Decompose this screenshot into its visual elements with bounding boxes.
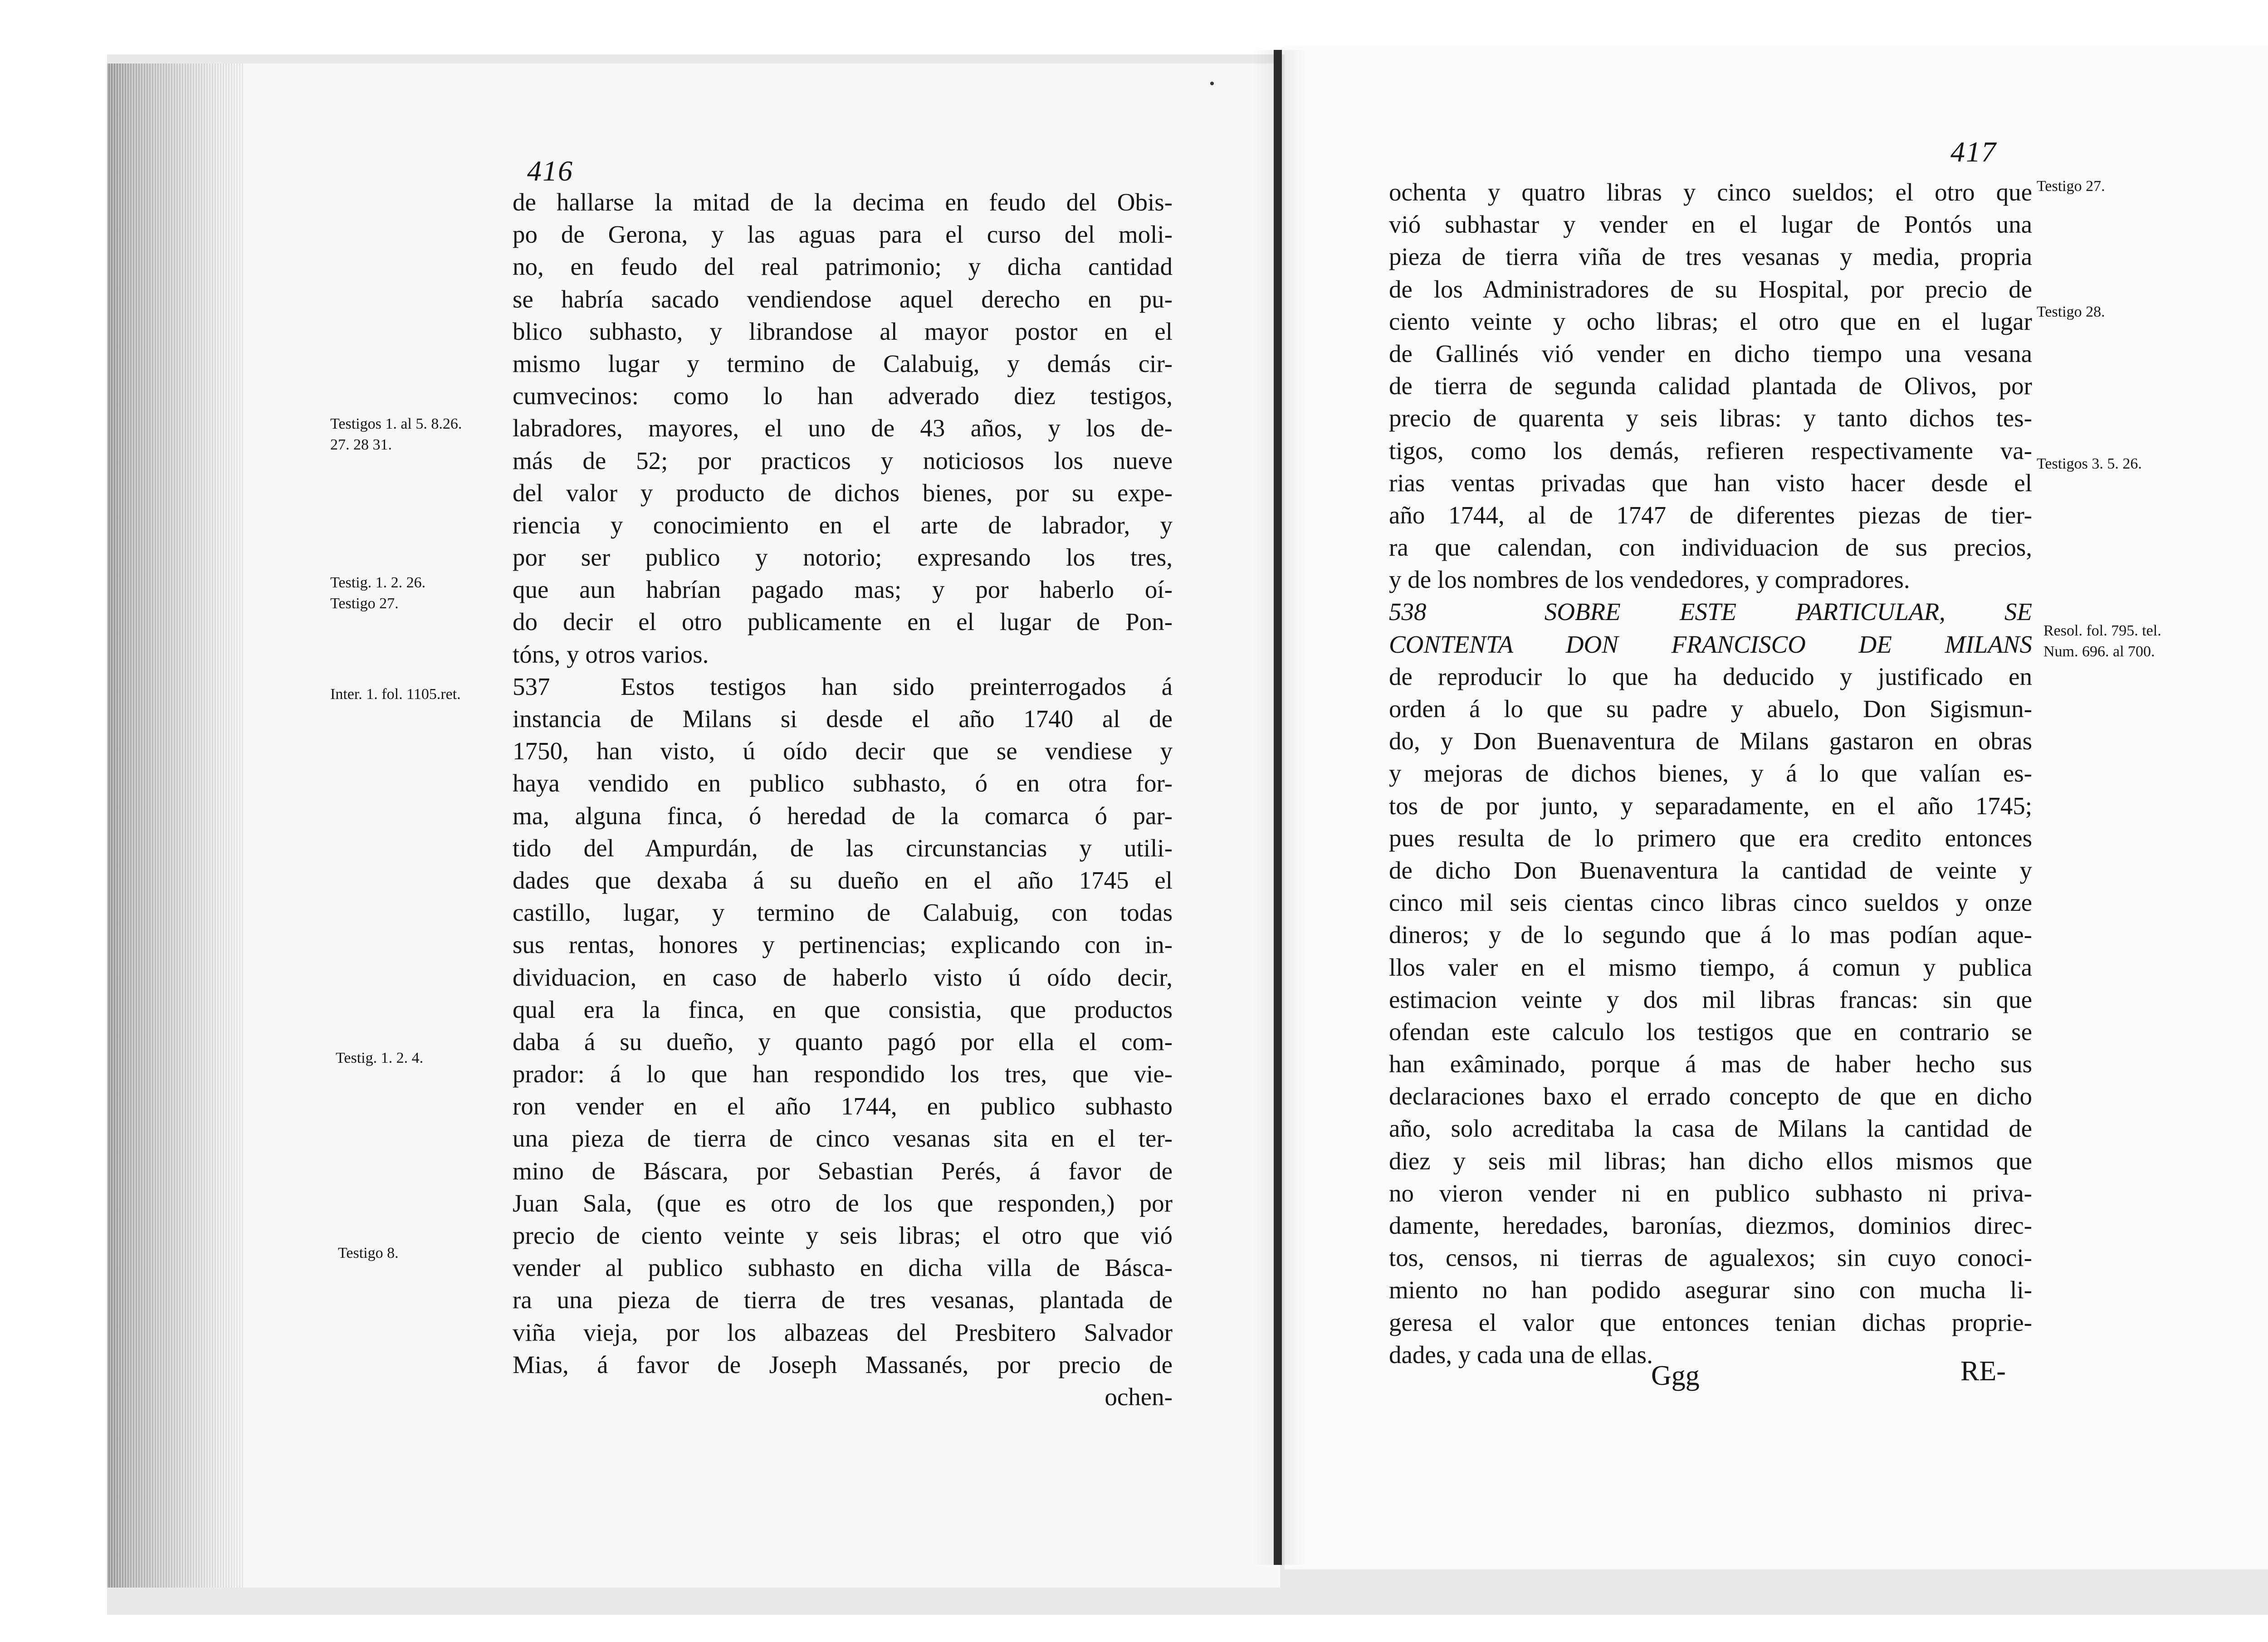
text-line: diez y seis mil libras; han dicho ellos mismos que <box>1389 1147 2032 1175</box>
text-line: del valor y producto de dichos bienes, por su expe- <box>513 479 1173 507</box>
text-line: declaraciones baxo el errado concepto de que en dicho <box>1389 1082 2032 1110</box>
text-line: geresa el valor que entonces tenian dichas proprie- <box>1389 1308 2032 1336</box>
text-line: ra que calendan, con individuacion de sus precios, <box>1389 533 2032 562</box>
text-line: no vieron vender ni en publico subhasto ni priva- <box>1389 1179 2032 1207</box>
text-line: Mias, á favor de Joseph Massanés, por precio de <box>513 1350 1173 1378</box>
text-line: labradores, mayores, el uno de 43 años, y los de- <box>513 414 1173 442</box>
text-line: han exâminado, porque á mas de haber hecho sus <box>1389 1050 2032 1078</box>
text-line: ciento veinte y ocho libras; el otro que en el lugar <box>1389 307 2032 335</box>
text-line: precio de quarenta y seis libras: y tanto dichos tes- <box>1389 404 2032 432</box>
text-line: miento no han podido asegurar sino con mucha li- <box>1389 1276 2032 1304</box>
text-line: po de Gerona, y las aguas para el curso del moli- <box>513 220 1173 249</box>
text-line: de reproducir lo que ha deducido y justificado en <box>1389 662 2032 690</box>
text-line: mismo lugar y termino de Calabuig, y demás cir- <box>513 349 1173 377</box>
text-line: sus rentas, honores y pertinencias; explicando con in- <box>513 931 1173 959</box>
text-line: por ser publico y notorio; expresando los tres, <box>513 543 1173 572</box>
text-line: pieza de tierra viña de tres vesanas y media, propria <box>1389 243 2032 271</box>
text-line: ron vender en el año 1744, en publico subhasto <box>513 1092 1173 1120</box>
text-line: tido del Ampurdán, de las circunstancias y utili- <box>513 834 1173 862</box>
text-line: cumvecinos: como lo han adverado diez testigos, <box>513 382 1173 410</box>
text-line: castillo, lugar, y termino de Calabuig, con todas <box>513 899 1173 927</box>
text-line: y mejoras de dichos bienes, y á lo que valían es- <box>1389 759 2032 787</box>
text-line: año 1744, al de 1747 de diferentes piezas de tier- <box>1389 501 2032 529</box>
text-line: estimacion veinte y dos mil libras francas: sin que <box>1389 985 2032 1013</box>
text-line: 1750, han visto, ú oído decir que se vendiese y <box>513 737 1173 765</box>
left-page-number: 416 <box>527 155 573 187</box>
text-line: ochenta y quatro libras y cinco sueldos; el otro que <box>1389 178 2032 206</box>
text-line: precio de ciento veinte y seis libras; el otro que vió <box>513 1222 1173 1249</box>
text-line: que aun habrían pagado mas; y por haberlo oí- <box>513 576 1173 604</box>
text-line: orden á lo que su padre y abuelo, Don Sigismun- <box>1389 695 2032 723</box>
catchword: RE- <box>1960 1356 2006 1387</box>
text-line: una pieza de tierra de cinco vesanas sita en el ter- <box>513 1124 1173 1153</box>
text-line: do, y Don Buenaventura de Milans gastaron en obras <box>1389 727 2032 755</box>
text-line: cinco mil seis cientas cinco libras cinco sueldos y onze <box>1389 889 2032 917</box>
text-line: haya vendido en publico subhasto, ó en otra for- <box>513 769 1173 797</box>
text-line: rias ventas privadas que han visto hacer desde el <box>1389 469 2032 497</box>
text-line: año, solo acreditaba la casa de Milans la cantidad de <box>1389 1114 2032 1143</box>
text-line: mino de Báscara, por Sebastian Perés, á favor de <box>513 1157 1173 1185</box>
margin-note-resol: Resol. fol. 795. tel. Num. 696. al 700. <box>2043 622 2161 660</box>
text-line: ma, alguna finca, ó heredad de la comarca ó par- <box>513 801 1173 830</box>
text-line: tóns, y otros varios. <box>513 640 709 668</box>
text-line: vió subhastar y vender en el lugar de Pontós una <box>1389 210 2032 239</box>
text-line: Juan Sala, (que es otro de los que responden,) por <box>513 1189 1173 1217</box>
signature-mark: Ggg <box>1651 1360 1700 1391</box>
text-line: dades, y cada una de ellas. <box>1389 1340 1653 1368</box>
text-line: instancia de Milans si desde el año 1740 al de <box>513 705 1173 733</box>
text-line: de los Administradores de su Hospital, por precio de <box>1389 275 2032 303</box>
text-line: ofendan este calculo los testigos que en contrario se <box>1389 1017 2032 1046</box>
text-line: llos valer en el mismo tiempo, á comun y publica <box>1389 953 2032 981</box>
text-line: qual era la finca, en que consistia, que productos <box>513 995 1173 1023</box>
text-line: tos, censos, ni tierras de agualexos; sin cuyo conoci- <box>1389 1244 2032 1272</box>
margin-note-testigo-8: Testigo 8. <box>338 1245 399 1261</box>
text-line: de hallarse la mitad de la decima en feudo del Obis- <box>513 188 1173 216</box>
text-line: tigos, como los demás, refieren respectivamente va- <box>1389 436 2032 464</box>
text-line: dades que dexaba á su dueño en el año 1745 el <box>513 866 1173 894</box>
text-line: dineros; y de lo segundo que á lo mas podían aque- <box>1389 921 2032 949</box>
ink-speck <box>1210 82 1214 85</box>
margin-note-inter: Inter. 1. fol. 1105.ret. <box>330 686 461 703</box>
margin-note-testigo-27: Testigo 27. <box>2037 178 2105 195</box>
text-line: 538 SOBRE ESTE PARTICULAR, SE <box>1389 598 2032 626</box>
text-line: ra una pieza de tierra de tres vesanas, plantada de <box>513 1286 1173 1314</box>
text-line: no, en feudo del real patrimonio; y dicha cantidad <box>513 253 1173 281</box>
text-line: se habría sacado vendiendose aquel derecho en pu- <box>513 285 1173 313</box>
margin-note-testig-3: Testig. 1. 2. 4. <box>336 1050 424 1066</box>
right-page-body <box>1389 176 2032 1371</box>
text-line: ochen- <box>1105 1383 1173 1411</box>
text-line: daba á su dueño, y quanto pagó por ella el com- <box>513 1027 1173 1056</box>
text-line: de Gallinés vió vender en dicho tiempo una vesana <box>1389 339 2032 367</box>
page-block-edge <box>107 64 243 1588</box>
text-line: CONTENTA DON FRANCISCO DE MILANS <box>1389 630 2032 658</box>
text-line: de tierra de segunda calidad plantada de Olivos, por <box>1389 372 2032 400</box>
text-line: 537 Estos testigos han sido preinterrogados á <box>513 672 1173 700</box>
text-line: más de 52; por practicos y noticiosos los nueve <box>513 446 1173 474</box>
text-line: prador: á lo que han respondido los tres, que vie- <box>513 1060 1173 1088</box>
text-line: damente, heredades, baronías, diezmos, dominios direc- <box>1389 1212 2032 1239</box>
text-line: tos de por junto, y separadamente, en el año 1745; <box>1389 792 2032 820</box>
margin-note-testig-2: Testig. 1. 2. 26. Testigo 27. <box>330 574 426 612</box>
text-line: do decir el otro publicamente en el lugar de Pon- <box>513 608 1173 636</box>
text-line: y de los nombres de los vendedores, y compradores. <box>1389 566 1910 594</box>
left-page-body <box>513 186 1173 1413</box>
text-line: de dicho Don Buenaventura la cantidad de veinte y <box>1389 856 2032 884</box>
margin-note-testigo-28: Testigo 28. <box>2037 303 2105 320</box>
margin-note-testigos-1: Testigos 1. al 5. 8.26. 27. 28 31. <box>330 415 462 453</box>
text-line: blico subhasto, y librandose al mayor postor en el <box>513 317 1173 345</box>
book-gutter <box>1274 50 1282 1565</box>
text-line: viña vieja, por los albazeas del Presbitero Salvador <box>513 1318 1173 1346</box>
right-page-number: 417 <box>1950 136 1997 168</box>
text-line: vender al publico subhasto en dicha villa de Básca- <box>513 1254 1173 1282</box>
text-line: riencia y conocimiento en el arte de labrador, y <box>513 511 1173 539</box>
margin-note-testigos-3: Testigos 3. 5. 26. <box>2037 455 2142 472</box>
text-line: dividuacion, en caso de haberlo visto ú oído decir, <box>513 963 1173 991</box>
text-line: pues resulta de lo primero que era credito entonces <box>1389 824 2032 852</box>
